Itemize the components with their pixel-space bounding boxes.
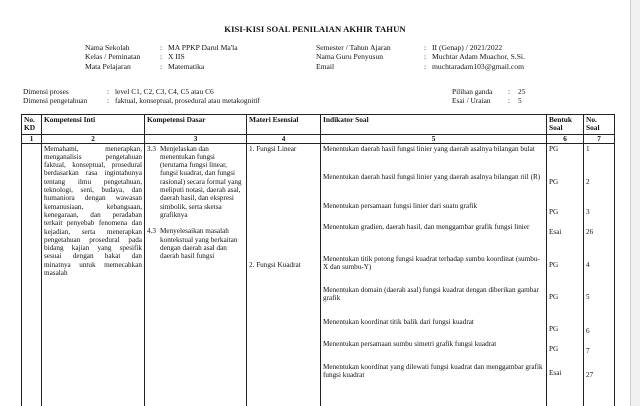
- esai-count: Esai / Uraian : 5: [452, 95, 522, 105]
- kompetensi-inti-cell: [42, 143, 145, 406]
- dimensi-proses: Dimensi proses : level C1, C2, C3, C4, C5 atau C6: [23, 87, 214, 96]
- column-number: 3: [145, 134, 247, 143]
- bentuk-soal: PG: [549, 324, 559, 333]
- kd-text: Menyelesaikan masalah kontekstual yang berkaitan dengan daerah asal dan daerah hasil fungsi: [160, 227, 238, 261]
- info-label: Email: [316, 61, 335, 71]
- info-row-subject: Mata Pelajaran : Matematika: [85, 61, 205, 71]
- table-header-row: [22, 115, 615, 135]
- info-label: Nama Sekolah: [85, 43, 130, 52]
- bentuk-soal-cell: [547, 143, 584, 406]
- info-value: muchtaradam103@gmail.com: [432, 61, 524, 71]
- no-soal: 2: [586, 177, 590, 186]
- dimensi-pengetahuan: Dimensi pengetahuan : faktual, konseptual, prosedural atau metakognitif: [23, 95, 260, 105]
- semester-info: [316, 43, 525, 71]
- info-label: Semester / Tahun Ajaran: [316, 43, 391, 52]
- column-number: 2: [42, 134, 145, 143]
- indikator-item: Menentukan koordinat titik balik dari fungsi kuadrat: [323, 317, 474, 326]
- pilihan-ganda-count: Pilihan ganda : 25: [452, 87, 526, 96]
- info-row-school: Nama Sekolah : MA PPKP Darul Ma'la: [85, 43, 238, 52]
- header-no-kd: No. KD: [22, 115, 42, 135]
- indikator-item: Menentukan daerah hasil fungsi linier yang daerah asalnya bilangan riil (R): [323, 172, 541, 181]
- column-number: 7: [584, 134, 615, 143]
- kd-text: Menjelaskan dan menentukan fungsi (terutama fungsi linear, fungsi kuadrat, dan fungsi rasional) secara formal yang meliputi notasi, daerah asal, daerah hasil, dan ekspresi simbolik, serta sketsa grafiknya: [160, 144, 242, 219]
- indikator-item: Menentukan persamaan fungsi linier dari suatu grafik: [323, 201, 478, 210]
- materi-esensial-cell: [247, 143, 321, 406]
- school-info: [85, 43, 238, 71]
- info-label: Kelas / Peminatan: [85, 52, 141, 62]
- no-soal: 7: [586, 346, 590, 355]
- header-materi-esensial: Materi Esensial: [247, 115, 321, 135]
- header-indikator-soal: Indikator Soal: [321, 115, 547, 135]
- kd-item: [147, 145, 244, 220]
- materi-item: 1. Fungsi Linear: [249, 144, 297, 153]
- kompetensi-inti-text: Memahami, menerapkan, menganalisis pengetahuan faktual, konseptual, prosedural berdasarkan rasa ingintahunya tentang ilmu pengetahuan, teknologi, seni, budaya, dan humaniora dengan wawasan kemanusiaan, kebangsaan, kenegaraan, dan peradaban terkait penyebab fenomena dan kejadian, serta menerapkan pengetahuan prosedural pada bidang kajian yang spesifik sesuai dengan bakat dan minatnya untuk memecahkan masalah: [44, 144, 142, 278]
- materi-item: 2. Fungsi Kuadrat: [249, 260, 301, 269]
- info-row-class: Kelas / Peminatan : X IIS: [85, 52, 185, 62]
- bentuk-soal: Esai: [549, 227, 562, 236]
- no-soal: 5: [586, 292, 590, 301]
- info-value: MA PPKP Darul Ma'la: [168, 43, 238, 52]
- header-no-soal: No. Soal: [584, 115, 615, 135]
- indikator-item: Menentukan daerah hasil fungsi linier yang daerah asalnya bilangan bulat: [323, 144, 535, 153]
- no-soal: 1: [586, 144, 590, 153]
- header-bentuk-soal: Bentuk Soal: [547, 115, 584, 135]
- info-row-teacher: Nama Guru Penyusun : Muchtar Adam Muachor, S.Si.: [316, 52, 525, 62]
- info-value: Muchtar Adam Muachor, S.Si.: [432, 52, 525, 62]
- header-kompetensi-dasar: Kompetensi Dasar: [145, 115, 247, 135]
- kd-number: 4.3: [147, 227, 156, 236]
- no-soal: 27: [586, 370, 594, 379]
- kisi-kisi-table: [21, 114, 615, 406]
- bentuk-soal: PG: [549, 292, 559, 301]
- info-value: X IIS: [168, 52, 185, 62]
- header-kompetensi-inti: Kompetensi Inti: [42, 115, 145, 135]
- no-soal: 3: [586, 207, 590, 216]
- info-value: II (Genap) / 2021/2022: [432, 43, 503, 52]
- indikator-item: Menentukan titik potong fungsi kuadrat terhadap sumbu koordinat (sumbu-X dan sumbu-Y): [323, 254, 540, 271]
- bentuk-soal: PG: [549, 260, 559, 269]
- column-number: 1: [22, 134, 42, 143]
- table-row: [22, 143, 615, 406]
- indikator-soal-cell: [321, 143, 547, 406]
- dimension-info: [23, 88, 260, 105]
- kompetensi-dasar-cell: [145, 143, 247, 406]
- no-soal: 26: [586, 227, 594, 236]
- info-row-email: Email : muchtaradam103@gmail.com: [316, 61, 524, 71]
- indikator-item: Menentukan koordinat yang dilewati fungsi kuadrat dan menggambar grafik fungsi kuadrat: [323, 362, 543, 379]
- kd-number-cell: [22, 143, 42, 406]
- indikator-item: Menentukan domain (daerah asal) fungsi kuadrat dengan diberikan gambar grafik: [323, 285, 539, 302]
- info-label: Mata Pelajaran: [85, 61, 131, 71]
- no-soal: 4: [586, 260, 590, 269]
- no-soal: 6: [586, 326, 590, 335]
- bentuk-soal: PG: [549, 344, 559, 353]
- no-soal-cell: [584, 143, 615, 406]
- indikator-item: Menentukan persamaan sumbu simetri grafik fungsi kuadrat: [323, 339, 497, 348]
- column-number-row: [22, 134, 615, 143]
- column-number: 5: [321, 134, 547, 143]
- info-row-semester: Semester / Tahun Ajaran : II (Genap) / 2021/2022: [316, 43, 503, 52]
- column-number: 4: [247, 134, 321, 143]
- indikator-item: Menentukan gradien, daerah hasil, dan menggambar grafik fungsi linier: [323, 222, 530, 231]
- question-count: [452, 88, 525, 105]
- kd-item: [147, 227, 244, 260]
- document-title: KISI-KISI SOAL PENILAIAN AKHIR TAHUN: [224, 24, 406, 34]
- info-label: Nama Guru Penyusun: [316, 52, 384, 62]
- bentuk-soal: PG: [549, 177, 559, 186]
- bentuk-soal: PG: [549, 207, 559, 216]
- kd-number: 3.3: [147, 144, 156, 153]
- column-number: 6: [547, 134, 584, 143]
- bentuk-soal: Esai: [549, 368, 562, 377]
- bentuk-soal: PG: [549, 144, 559, 153]
- info-value: Matematika: [168, 61, 205, 71]
